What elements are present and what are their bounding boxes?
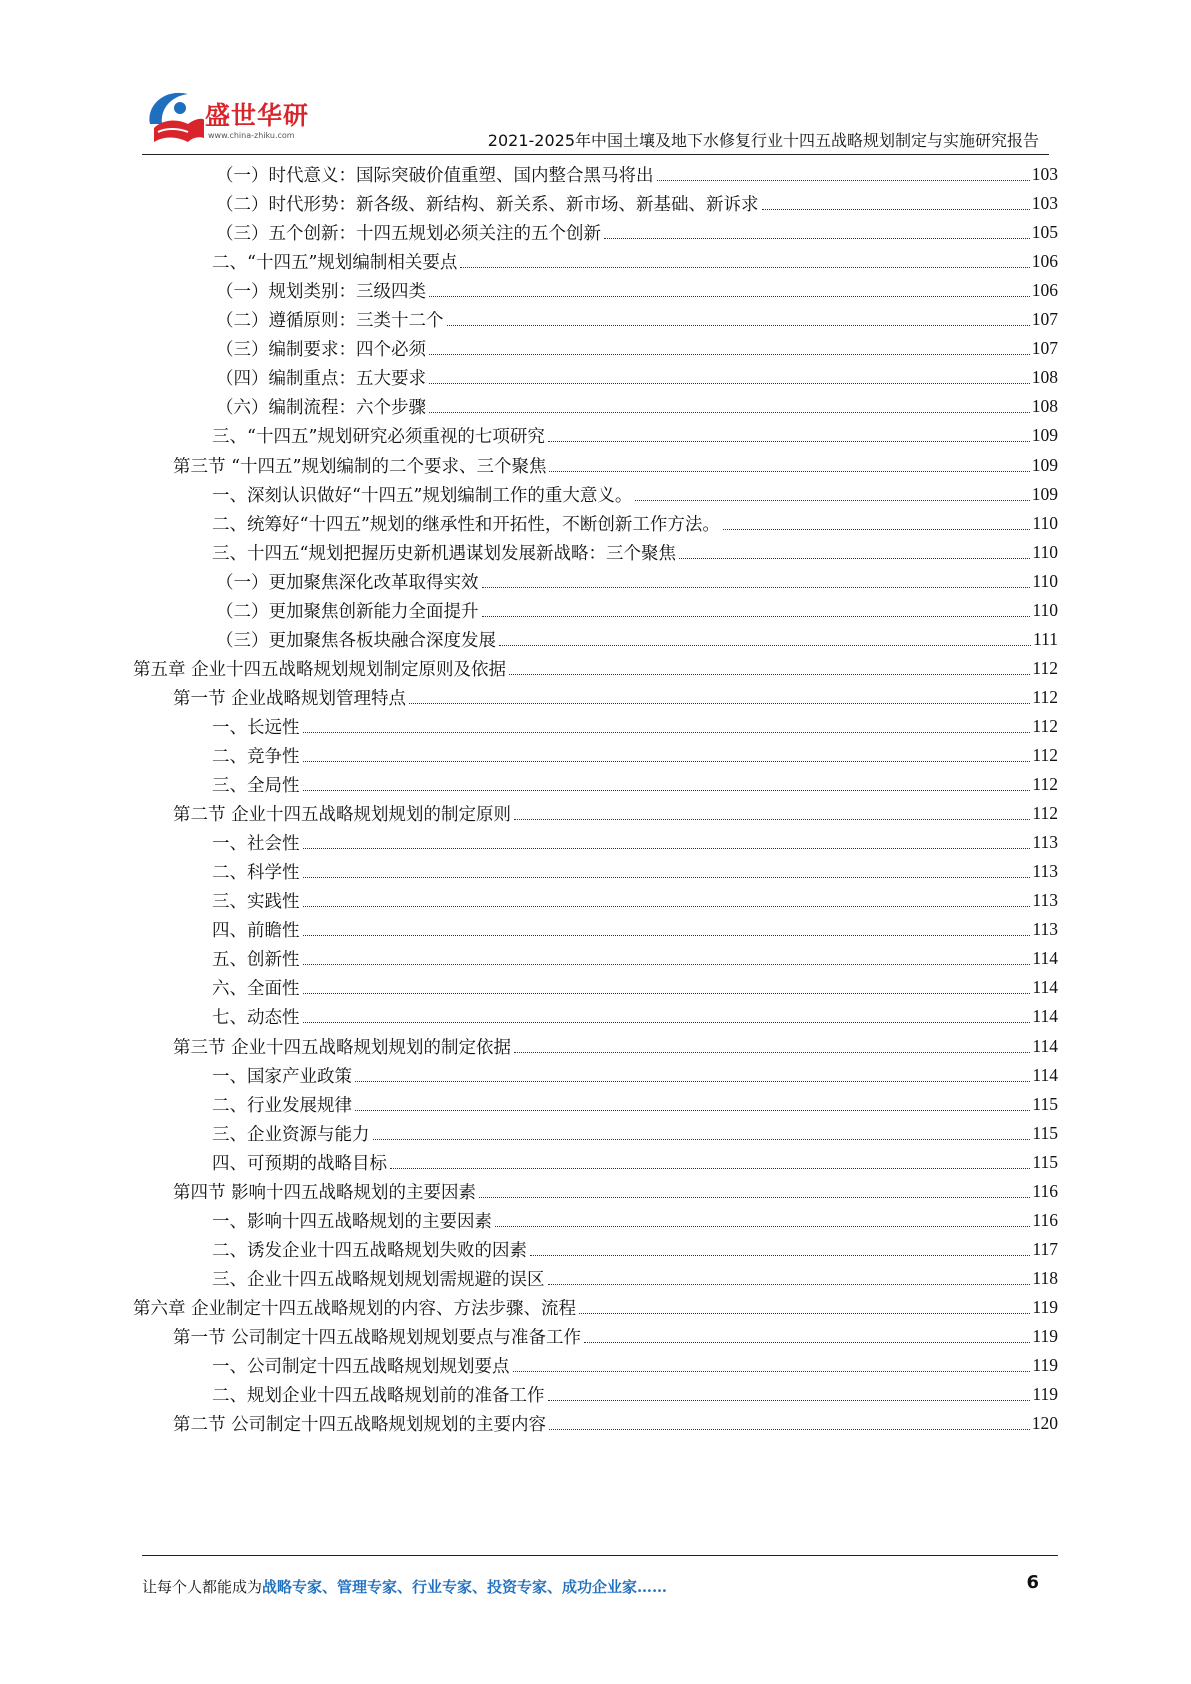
toc-entry-page: 113 [1032,832,1058,853]
toc-leader-dots [409,703,1030,704]
toc-leader-dots [303,790,1031,791]
toc-entry[interactable] [173,1408,1058,1439]
toc-leader-dots [657,180,1030,181]
toc-leader-dots [303,906,1031,907]
toc-entry[interactable] [212,1001,1058,1032]
toc-leader-dots [495,1226,1030,1227]
toc-entry[interactable] [212,1060,1058,1091]
toc-entry-page: 108 [1031,396,1058,417]
slogan-highlight: 战略专家、管理专家、行业专家、投资专家、成功企业家…… [262,1578,668,1596]
toc-leader-dots [303,1022,1031,1023]
toc-entry[interactable] [212,1379,1058,1410]
toc-entry-title: （四）编制重点：五大要求 [216,369,426,390]
toc-entry-title: （一）时代意义：国际突破价值重塑、国内整合黑马将出 [216,166,654,186]
toc-entry-page: 119 [1032,1296,1058,1317]
toc-entry-page: 109 [1031,483,1058,504]
toc-leader-dots [548,1400,1031,1401]
toc-entry-page: 114 [1032,1006,1058,1027]
toc-entry[interactable] [212,1263,1058,1294]
toc-entry[interactable] [212,420,1058,451]
toc-leader-dots [548,441,1030,442]
toc-leader-dots [514,1052,1030,1053]
toc-entry-title: 二、统筹好“十四五”规划的继承性和开拓性，不断创新工作方法。 [212,514,720,535]
toc-leader-dots [429,412,1030,413]
toc-leader-dots [513,1371,1031,1372]
toc-entry-page: 106 [1031,280,1058,301]
document-title: 2021-2025年中国土壤及地下水修复行业十四五战略规划制定与实施研究报告 [487,131,1039,150]
toc-leader-dots [373,1139,1031,1140]
toc-entry[interactable] [212,827,1058,858]
toc-leader-dots [604,238,1030,239]
page-number: 6 [1026,1572,1039,1593]
toc-entry[interactable] [216,159,1058,190]
toc-leader-dots [355,1081,1030,1082]
toc-entry[interactable] [212,1350,1058,1381]
toc-leader-dots [460,267,1029,268]
toc-entry[interactable] [212,1147,1058,1178]
toc-entry-page: 112 [1032,745,1058,765]
toc-entry-title: 三、企业资源与能力 [212,1124,370,1145]
toc-leader-dots [549,471,1029,472]
toc-entry-page: 107 [1031,338,1058,359]
toc-leader-dots [390,1168,1030,1169]
toc-entry-page: 114 [1032,948,1058,969]
toc-leader-dots [447,325,1030,326]
toc-entry[interactable] [216,217,1058,248]
toc-entry[interactable] [173,450,1058,481]
toc-entry[interactable] [216,275,1058,306]
toc-entry[interactable] [212,1118,1058,1149]
toc-entry[interactable] [133,1292,1058,1323]
toc-entry-page: 115 [1032,1093,1058,1114]
toc-entry-title: （三）五个创新：十四五规划必须关注的五个创新 [216,224,601,245]
toc-entry-page: 114 [1032,1064,1058,1085]
footer-divider [142,1555,1058,1556]
slogan-prefix: 让每个人都能成为 [142,1578,263,1596]
toc-entry-title: （一）更加聚焦深化改革取得实效 [216,572,479,593]
toc-entry-page: 113 [1032,890,1058,911]
toc-entry[interactable] [212,537,1058,568]
toc-entry[interactable] [173,1031,1058,1062]
toc-entry-page: 109 [1031,425,1058,446]
toc-leader-dots [679,558,1030,559]
toc-entry-title: （一）规划类别：三级四类 [216,282,426,303]
toc-entry[interactable] [212,943,1058,974]
toc-entry-title: （六）编制流程：六个步骤 [216,398,426,419]
toc-entry-title: 第一节 公司制定十四五战略规划规划要点与准备工作 [173,1328,582,1348]
toc-entry[interactable] [216,188,1058,219]
toc-leader-dots [635,500,1029,501]
toc-entry-page: 112 [1032,657,1058,678]
toc-entry-title: 一、深刻认识做好“十四五”规划编制工作的重大意义。 [212,485,633,506]
toc-entry-title: 第六章 企业制定十四五战略规划的内容、方法步骤、流程 [133,1298,577,1319]
toc-entry-title: （三）更加聚焦各板块融合深度发展 [216,630,496,651]
toc-leader-dots [584,1342,1030,1343]
toc-entry-page: 119 [1032,1355,1058,1376]
toc-entry-page: 110 [1032,599,1058,620]
toc-entry-title: （二）遵循原则：三类十二个 [216,311,444,332]
toc-entry-page: 116 [1032,1180,1058,1201]
toc-leader-dots [549,1429,1030,1430]
toc-entry[interactable] [216,595,1058,626]
toc-entry-title: 三、实践性 [212,892,300,913]
toc-leader-dots [530,1255,1030,1256]
toc-entry-page: 106 [1031,251,1058,272]
toc-entry[interactable] [173,1321,1058,1352]
toc-entry[interactable] [212,711,1058,742]
toc-leader-dots [509,674,1030,675]
toc-entry-title: （二）时代形势：新各级、新结构、新关系、新市场、新基础、新诉求 [216,195,759,216]
toc-entry-title: 二、科学性 [212,863,300,884]
toc-leader-dots [482,587,1031,588]
toc-entry-page: 114 [1032,977,1058,998]
toc-entry-title: 二、诱发企业十四五战略规划失败的因素 [212,1240,527,1261]
toc-entry-page: 105 [1031,222,1058,243]
toc-entry-page: 110 [1032,512,1058,533]
toc-entry-title: 一、公司制定十四五战略规划规划要点 [212,1357,510,1378]
toc-leader-dots [429,354,1030,355]
toc-entry[interactable] [212,1234,1058,1265]
toc-leader-dots [429,296,1030,297]
toc-entry-page: 119 [1032,1326,1058,1346]
toc-entry-page: 112 [1032,715,1058,736]
toc-entry-page: 114 [1032,1035,1058,1056]
toc-entry-page: 115 [1032,1151,1058,1172]
toc-leader-dots [303,732,1031,733]
toc-entry[interactable] [173,682,1058,713]
toc-entry-page: 117 [1032,1238,1058,1259]
toc-entry-title: 七、动态性 [212,1008,300,1029]
toc-leader-dots [762,209,1030,210]
toc-entry-page: 108 [1031,367,1058,388]
toc-leader-dots [482,616,1031,617]
toc-entry-page: 113 [1032,919,1058,940]
toc-leader-dots [303,848,1031,849]
toc-entry-title: （二）更加聚焦创新能力全面提升 [216,601,479,622]
toc-entry-title: 第三节 “十四五”规划编制的二个要求、三个聚焦 [173,456,547,477]
toc-entry-title: 二、规划企业十四五战略规划前的准备工作 [212,1386,545,1407]
toc-entry[interactable] [212,885,1058,916]
toc-entry[interactable] [212,914,1058,945]
toc-entry-title: 第一节 企业战略规划管理特点 [173,688,407,709]
toc-entry-page: 115 [1032,1122,1058,1143]
toc-entry-title: 二、竞争性 [212,747,300,767]
toc-entry[interactable] [212,1205,1058,1236]
toc-entry-title: 二、行业发展规律 [212,1095,352,1116]
toc-entry[interactable] [216,391,1058,422]
toc-entry-page: 110 [1032,541,1058,562]
toc-leader-dots [303,877,1031,878]
toc-entry[interactable] [212,508,1058,539]
toc-leader-dots [303,964,1031,965]
toc-entry-title: 一、影响十四五战略规划的主要因素 [212,1211,492,1232]
toc-leader-dots [429,383,1030,384]
toc-entry-title: 第二节 企业十四五战略规划规划的制定原则 [173,805,512,826]
toc-entry[interactable] [216,566,1058,597]
toc-entry-title: 第四节 影响十四五战略规划的主要因素 [173,1182,477,1203]
toc-entry[interactable] [216,333,1058,364]
toc-entry-page: 111 [1033,628,1058,649]
toc-entry-title: 第三节 企业十四五战略规划规划的制定依据 [173,1037,512,1058]
toc-entry[interactable] [173,1176,1058,1207]
toc-entry-page: 118 [1032,1267,1058,1288]
toc-entry-page: 112 [1032,803,1058,824]
toc-entry[interactable] [212,972,1058,1003]
toc-entry-page: 107 [1031,309,1058,330]
toc-entry[interactable] [173,798,1058,829]
toc-entry-title: 第五章 企业十四五战略规划规划制定原则及依据 [133,659,507,680]
toc-entry-title: 三、全局性 [212,776,300,797]
toc-entry[interactable] [212,1089,1058,1120]
toc-entry-title: （三）编制要求：四个必须 [216,340,426,361]
toc-entry-title: 三、企业十四五战略规划规划需规避的误区 [212,1269,545,1290]
footer-slogan [142,1576,667,1597]
toc-entry[interactable] [212,246,1058,277]
toc-leader-dots [355,1110,1030,1111]
toc-entry[interactable] [212,479,1058,510]
toc-entry-page: 116 [1032,1209,1058,1230]
toc-entry-page: 112 [1032,774,1058,795]
logo-name: 盛世华研 [205,101,310,130]
toc-entry-title: 一、社会性 [212,834,300,855]
toc-entry-page: 120 [1031,1413,1058,1434]
toc-entry[interactable] [216,624,1058,655]
toc-entry-title: 三、“十四五”规划研究必须重视的七项研究 [212,427,545,448]
toc-entry[interactable] [212,856,1058,887]
toc-entry-title: 第二节 公司制定十四五战略规划规划的主要内容 [173,1415,547,1436]
toc-entry-title: 一、国家产业政策 [212,1066,352,1087]
toc-entry-page: 112 [1032,686,1058,707]
logo-url: www.china-zhiku.com [208,131,295,140]
toc-leader-dots [499,645,1031,646]
toc-entry-title: 四、前瞻性 [212,921,300,942]
toc-entry-title: 三、十四五“规划把握历史新机遇谋划发展新战略：三个聚焦 [212,543,676,564]
toc-entry-page: 103 [1031,164,1058,184]
toc-entry-title: 六、全面性 [212,979,300,1000]
toc-entry[interactable] [133,653,1058,684]
toc-leader-dots [303,935,1031,936]
toc-entry[interactable] [216,304,1058,335]
page-header [0,0,1191,160]
toc-entry-title: 二、“十四五”规划编制相关要点 [212,253,458,274]
toc-leader-dots [303,993,1031,994]
toc-entry-page: 119 [1032,1384,1058,1405]
toc-leader-dots [548,1284,1031,1285]
header-divider [142,154,1049,155]
toc-entry-page: 109 [1031,454,1058,475]
toc-entry[interactable] [212,740,1058,771]
toc-entry-title: 五、创新性 [212,950,300,971]
toc-entry-page: 113 [1032,861,1058,882]
toc-entry[interactable] [212,769,1058,800]
toc-leader-dots [514,819,1030,820]
toc-leader-dots [723,529,1030,530]
toc-entry-title: 一、长远性 [212,717,300,738]
toc-leader-dots [579,1313,1030,1314]
toc-leader-dots [303,761,1031,762]
toc-entry-page: 103 [1031,193,1058,214]
toc-entry-title: 四、可预期的战略目标 [212,1153,387,1174]
toc-entry-page: 110 [1032,570,1058,591]
toc-entry[interactable] [216,362,1058,393]
toc-leader-dots [479,1197,1030,1198]
